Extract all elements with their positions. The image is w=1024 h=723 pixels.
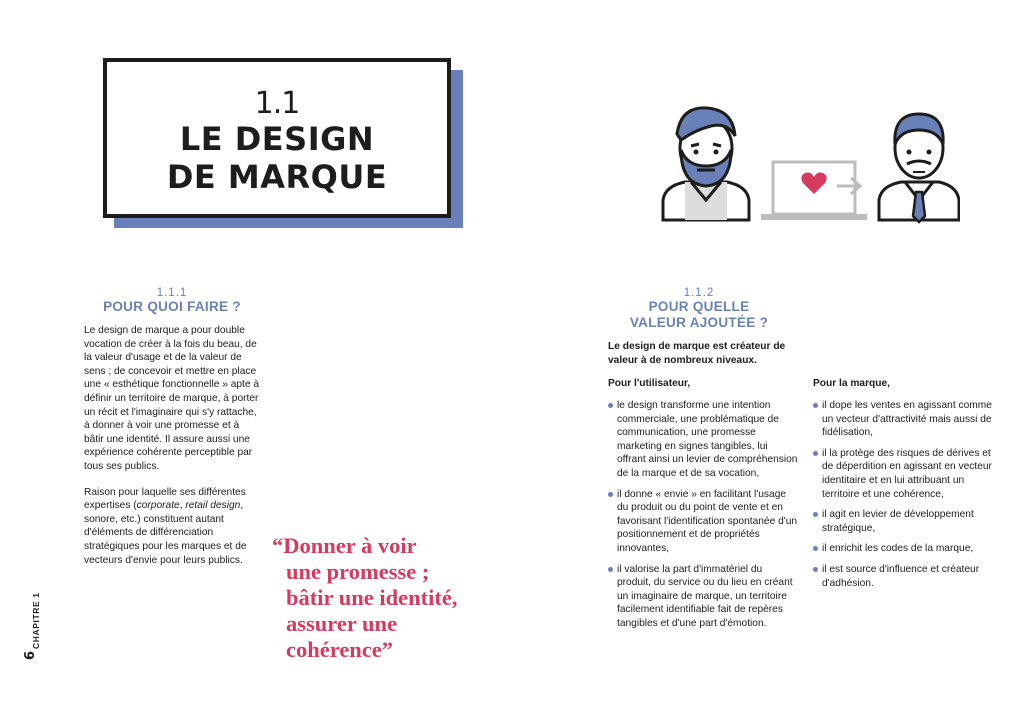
- list-item: il dope les ventes en agissant comme un vecteur d'attractivité mais aussi de fidélisation,: [813, 399, 993, 440]
- section-title: POUR QUOI FAIRE ?: [103, 299, 241, 314]
- quote-line: assurer une: [286, 611, 398, 636]
- list-item: il enrichit les codes de la marque,: [813, 542, 993, 556]
- section-1-body: [84, 324, 260, 579]
- body-paragraph: Raison pour laquelle ses différentes expertises (corporate, retail design, sonore, etc.) constituent autant d'éléments de différenciation stratégiques pour les marques et de vecteurs d'envie pour leurs publics.: [84, 486, 247, 566]
- chapter-title: LE DESIGN DE MARQUE: [166, 120, 388, 196]
- chapter-title-box: [103, 58, 451, 218]
- list-item: il la protège des risques de dérives et de déperdition en agissant en vecteur identitaire et en lui attribuant un territoire et une cohérence,: [813, 447, 993, 501]
- quote-line: une promesse ;: [286, 559, 430, 584]
- section-2-header: [608, 287, 790, 331]
- section-2-lead: Le design de marque est créateur de valeur à de nombreux niveaux.: [608, 341, 786, 366]
- list-item: il donne « envie » en facilitant l'usage du produit ou du point de vente et en favorisant l'identification spontanée d'un positionnement et de propriétés innovantes,: [608, 488, 798, 556]
- section-number: 1.1.2: [683, 287, 715, 299]
- column-heading: Pour la marque,: [813, 378, 890, 389]
- businessman-icon: [879, 114, 959, 222]
- designer-and-client-illustration: [655, 100, 960, 225]
- list-item: il valorise la part d'immatériel du produit, du service ou du lieu en créant un imaginaire de marque, un territoire facilement identifiable fait de repères tangibles et d'une part d'émotion.: [608, 563, 798, 631]
- list-item: il est source d'influence et créateur d'adhésion.: [813, 563, 993, 590]
- section-number: 1.1.1: [156, 287, 188, 299]
- section-1-header: [84, 287, 260, 315]
- page-footer: [23, 592, 41, 666]
- list-item: le design transforme une intention commerciale, une problématique de communication, une promesse marketing en signes tangibles, lui offrant ainsi un levier de compréhension de la marque et de sa vocation,: [608, 399, 798, 481]
- bearded-man-icon: [663, 108, 749, 220]
- chapter-label: CHAPITRE 1: [31, 592, 41, 649]
- pull-quote: [272, 533, 502, 663]
- section-title: POUR QUELLE VALEUR AJOUTÉE ?: [629, 299, 769, 330]
- page-number: 6: [23, 650, 39, 661]
- body-paragraph: Le design de marque a pour double vocation de créer à la fois du beau, de la valeur d'usage et de la valeur de sens ; de concevoir et mettre en place une « esthétique fonctionnelle » apte à définir un territoire de marque, à porter un récit et l'imaginaire qui s'y rattache, à donner à voir une promesse et à bâtir une identité. Il assure aussi une expérience cohérente perceptible par tous ses publics.: [84, 325, 260, 472]
- quote-line: bâtir une identité,: [286, 585, 458, 610]
- quote-line: cohérence”: [286, 637, 394, 662]
- quote-line: “Donner à voir: [272, 533, 417, 558]
- chapter-number: 1.1: [254, 86, 300, 121]
- brand-benefits-column: [813, 378, 993, 597]
- column-heading: Pour l'utilisateur,: [608, 378, 691, 389]
- user-benefits-column: [608, 378, 798, 638]
- laptop-heart-icon: [761, 162, 867, 220]
- list-item: il agit en levier de développement stratégique,: [813, 508, 993, 535]
